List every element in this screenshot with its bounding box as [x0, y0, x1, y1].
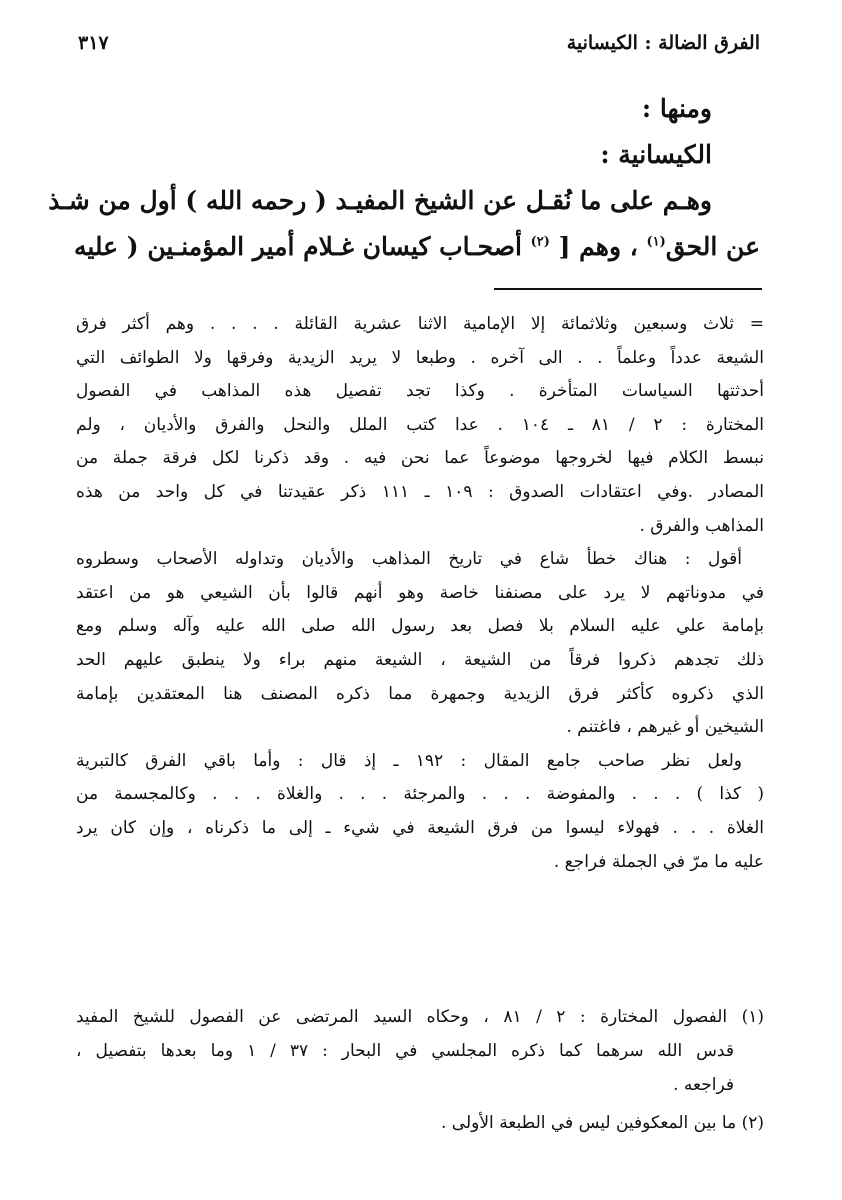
footnotes-block	[76, 1000, 764, 1140]
commentary-line: الغلاة . . . فهولاء ليسوا من فرق الشيعة في شيء ـ إلى ما ذكرناه ، وإن كان يرد	[76, 817, 764, 838]
page-number: ٣١٧	[78, 32, 109, 54]
commentary-line: أحدثتها السياسات المتأخرة . وكذا تجد تفصيل هذه المذاهب في الفصول	[76, 381, 764, 402]
commentary-line: ولعل نظر صاحب جامع المقال : ١٩٢ ـ إذ قال : وأما باقي الفرق كالتبرية	[76, 750, 742, 771]
commentary-line: ( كذا ) . . . والمفوضة . . . والمرجئة . . . والغلاة . . . وكالمجسمة من	[76, 784, 764, 805]
main-line-2-part-a: عن الحق	[665, 232, 760, 261]
footnote-separator-rule	[494, 288, 762, 290]
commentary-line: بإمامة علي عليه السلام بلا فصل بعد رسول الله صلى الله عليه وآله وسلم ومع	[76, 616, 764, 637]
footnote-1-line: (١) الفصول المختارة : ٢ / ٨١ ، وحكاه السيد المرتضى عن الفصول للشيخ المفيد	[76, 1007, 764, 1027]
footnote-marker-2: (٢)	[530, 234, 550, 250]
commentary-line: المصادر .وفي اعتقادات الصدوق : ١٠٩ ـ ١١١ ذكر عقيدتنا في كل واحد من هذه	[76, 481, 764, 502]
main-line-2-part-c: أصحـاب كيسان غـلام أمير المؤمنـين ( عليه	[73, 232, 531, 261]
commentary-line: أقول : هناك خطأ شاع في تاريخ المذاهب والأديان وتداوله الأصحاب وسطروه	[76, 549, 742, 570]
main-line-2-part-b: ، وهم [	[549, 232, 647, 261]
heading-minha: ومنها :	[641, 94, 712, 123]
footnote-1-line: فراجعه .	[673, 1075, 734, 1095]
footnote-1-line: قدس الله سرهما كما ذكره المجلسي في البحار : ٣٧ / ١ وما بعدها بتفصيل ،	[76, 1041, 734, 1061]
commentary-line: في مدوناتهم لا يرد على مصنفنا خاصة وهو أنهم قالوا بأن الشيعي هو من اعتقد	[76, 582, 764, 603]
main-line-2	[73, 224, 760, 270]
heading-kaysaniyya: الكيسانية :	[600, 140, 712, 169]
commentary-block	[76, 308, 764, 879]
main-line-1: وهـم على ما نُقـل عن الشيخ المفيـد ( رحمه الله ) أول من شـذ	[48, 186, 712, 215]
commentary-line: = ثلاث وسبعين وثلاثمائة إلا الإمامية الاثنا عشرية القائلة . . . . وهم أكثر فرق	[76, 314, 764, 334]
commentary-line: المختارة : ٢ / ٨١ ـ ١٠٤ . عدا كتب الملل والنحل والفرق والأديان ، ولم	[76, 414, 764, 435]
commentary-line: الذي ذكروه كأكثر فرق الزيدية وجمهرة مما ذكره المصنف هنا المعتقدين بإمامة	[76, 683, 764, 704]
commentary-line: الشيعة عدداً وعلماً . . الى آخره . وطبعا لا يريد الزيدية وفرقها ولا الطوائف التي	[76, 347, 764, 368]
footnote-2-line: (٢) ما بين المعكوفين ليس في الطبعة الأولى .	[441, 1113, 764, 1133]
header-title: الفرق الضالة : الكيسانية	[566, 32, 760, 54]
main-text	[48, 86, 760, 270]
footnote-marker-1: (١)	[646, 234, 666, 250]
running-header	[78, 32, 760, 66]
commentary-line: عليه ما مرّ في الجملة فراجع .	[553, 851, 764, 872]
commentary-line: المذاهب والفرق .	[639, 515, 764, 536]
commentary-line: الشيخين أو غيرهم ، فاغتنم .	[566, 717, 764, 738]
commentary-line: ذلك تجدهم ذكروا فرقاً من الشيعة ، الشيعة منهم براء ولا ينطبق عليهم الحد	[76, 649, 764, 670]
commentary-line: نبسط الكلام فيها لخروجها موضوعاً عما نحن فيه . وقد ذكرنا لكل فرقة جملة من	[76, 448, 764, 469]
